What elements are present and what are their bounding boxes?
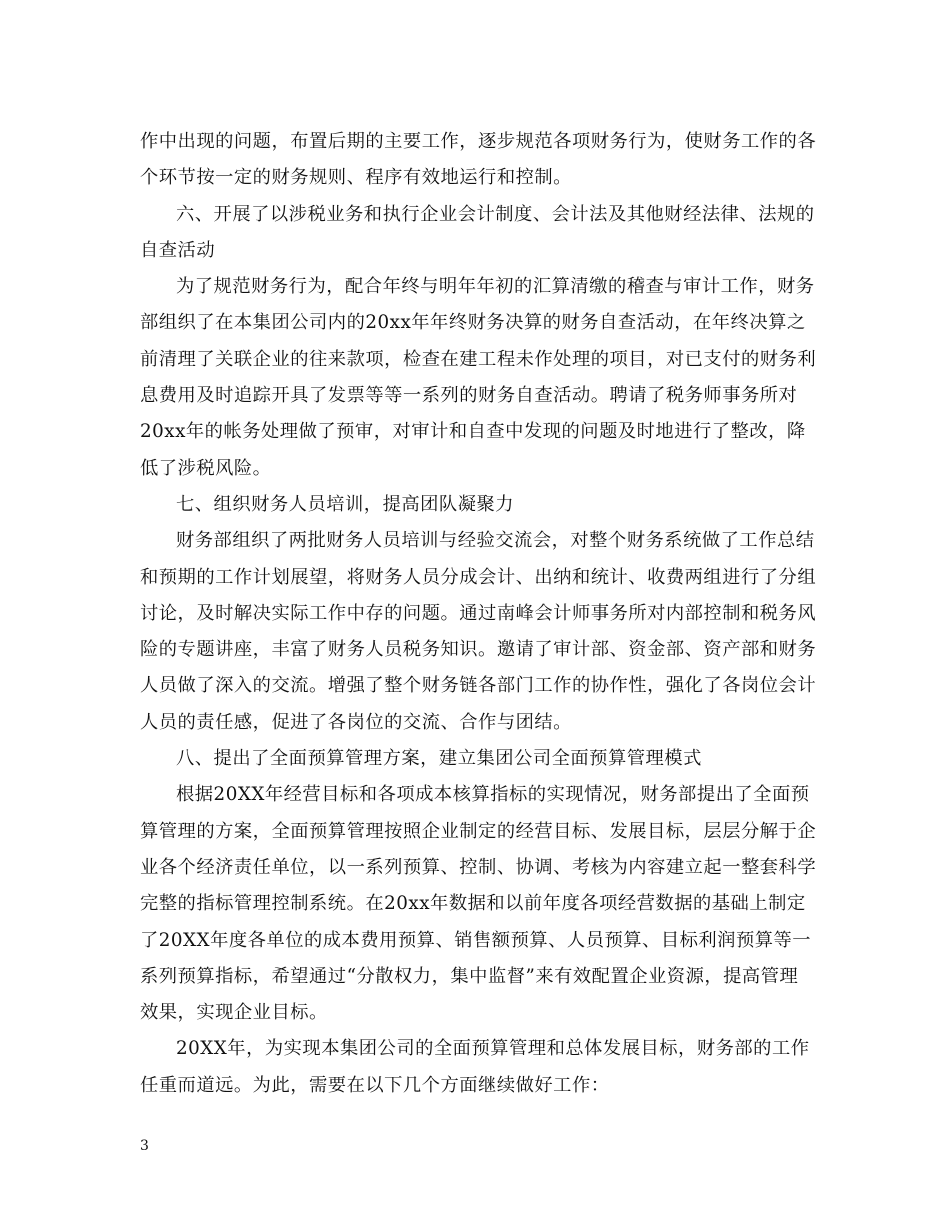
text-line: 为了规范财务行为，配合年终与明年年初的汇算清缴的稽查与审计工作，财务: [176, 276, 815, 298]
text-line: 了20XX年度各单位的成本费用预算、销售额预算、人员预算、目标利润预算等一: [140, 929, 812, 951]
text-line: 系列预算指标，希望通过“分散权力，集中监督”来有效配置企业资源，提高管理: [140, 965, 799, 987]
text-line: 作中出现的问题，布置后期的主要工作，逐步规范各项财务行为，使财务工作的各: [140, 131, 817, 152]
text-line: 人员做了深入的交流。增强了整个财务链各部门工作的协作性，强化了各岗位会计: [140, 675, 817, 697]
text-line: 20xx年的帐务处理做了预审，对审计和自查中发现的问题及时地进行了整改，降: [140, 421, 806, 443]
text-line: 低了涉税风险。: [140, 457, 272, 479]
text-line: 前清理了关联企业的往来款项，检查在建工程未作处理的项目，对已支付的财务利: [140, 348, 817, 370]
document-body: [140, 124, 820, 1104]
page-number: 3: [140, 1138, 149, 1154]
text-line: 讨论，及时解决实际工作中存的问题。通过南峰会计师事务所对内部控制和税务风: [140, 602, 817, 624]
text-line: 七、组织财务人员培训，提高团队凝聚力: [176, 493, 515, 515]
text-line: 任重而道远。为此，需要在以下几个方面继续做好工作：: [140, 1074, 610, 1096]
text-line: 财务部组织了两批财务人员培训与经验交流会，对整个财务系统做了工作总结: [176, 530, 815, 552]
text-line: 个环节按一定的财务规则、程序有效地运行和控制。: [140, 167, 572, 189]
text-line: 八、提出了全面预算管理方案，建立集团公司全面预算管理模式: [176, 748, 702, 770]
text-line: 根据20XX年经营目标和各项成本核算指标的实现情况，财务部提出了全面预: [176, 784, 810, 806]
text-line: 自查活动: [140, 239, 216, 261]
text-line: 险的专题讲座，丰富了财务人员税务知识。邀请了审计部、资金部、资产部和财务: [140, 639, 817, 661]
text-line: 算管理的方案，全面预算管理按照企业制定的经营目标、发展目标，层层分解于企: [140, 820, 817, 842]
text-line: 和预期的工作计划展望，将财务人员分成会计、出纳和统计、收费两组进行了分组: [140, 566, 817, 588]
text-line: 业各个经济责任单位，以一系列预算、控制、协调、考核为内容建立起一整套科学: [140, 856, 817, 878]
text-line: 六、开展了以涉税业务和执行企业会计制度、会计法及其他财经法律、法规的: [176, 203, 815, 225]
text-line: 人员的责任感，促进了各岗位的交流、合作与团结。: [140, 711, 572, 733]
text-line: 完整的指标管理控制系统。在20xx年数据和以前年度各项经营数据的基础上制定: [140, 893, 806, 915]
text-line: 效果，实现企业目标。: [140, 1002, 328, 1024]
text-line: 20XX年，为实现本集团公司的全面预算管理和总体发展目标，财务部的工作: [176, 1038, 810, 1060]
text-line: 息费用及时追踪开具了发票等等一系列的财务自查活动。聘请了税务师事务所对: [140, 385, 798, 407]
text-line: 部组织了在本集团公司内的20xx年年终财务决算的财务自查活动，在年终决算之: [140, 312, 806, 334]
